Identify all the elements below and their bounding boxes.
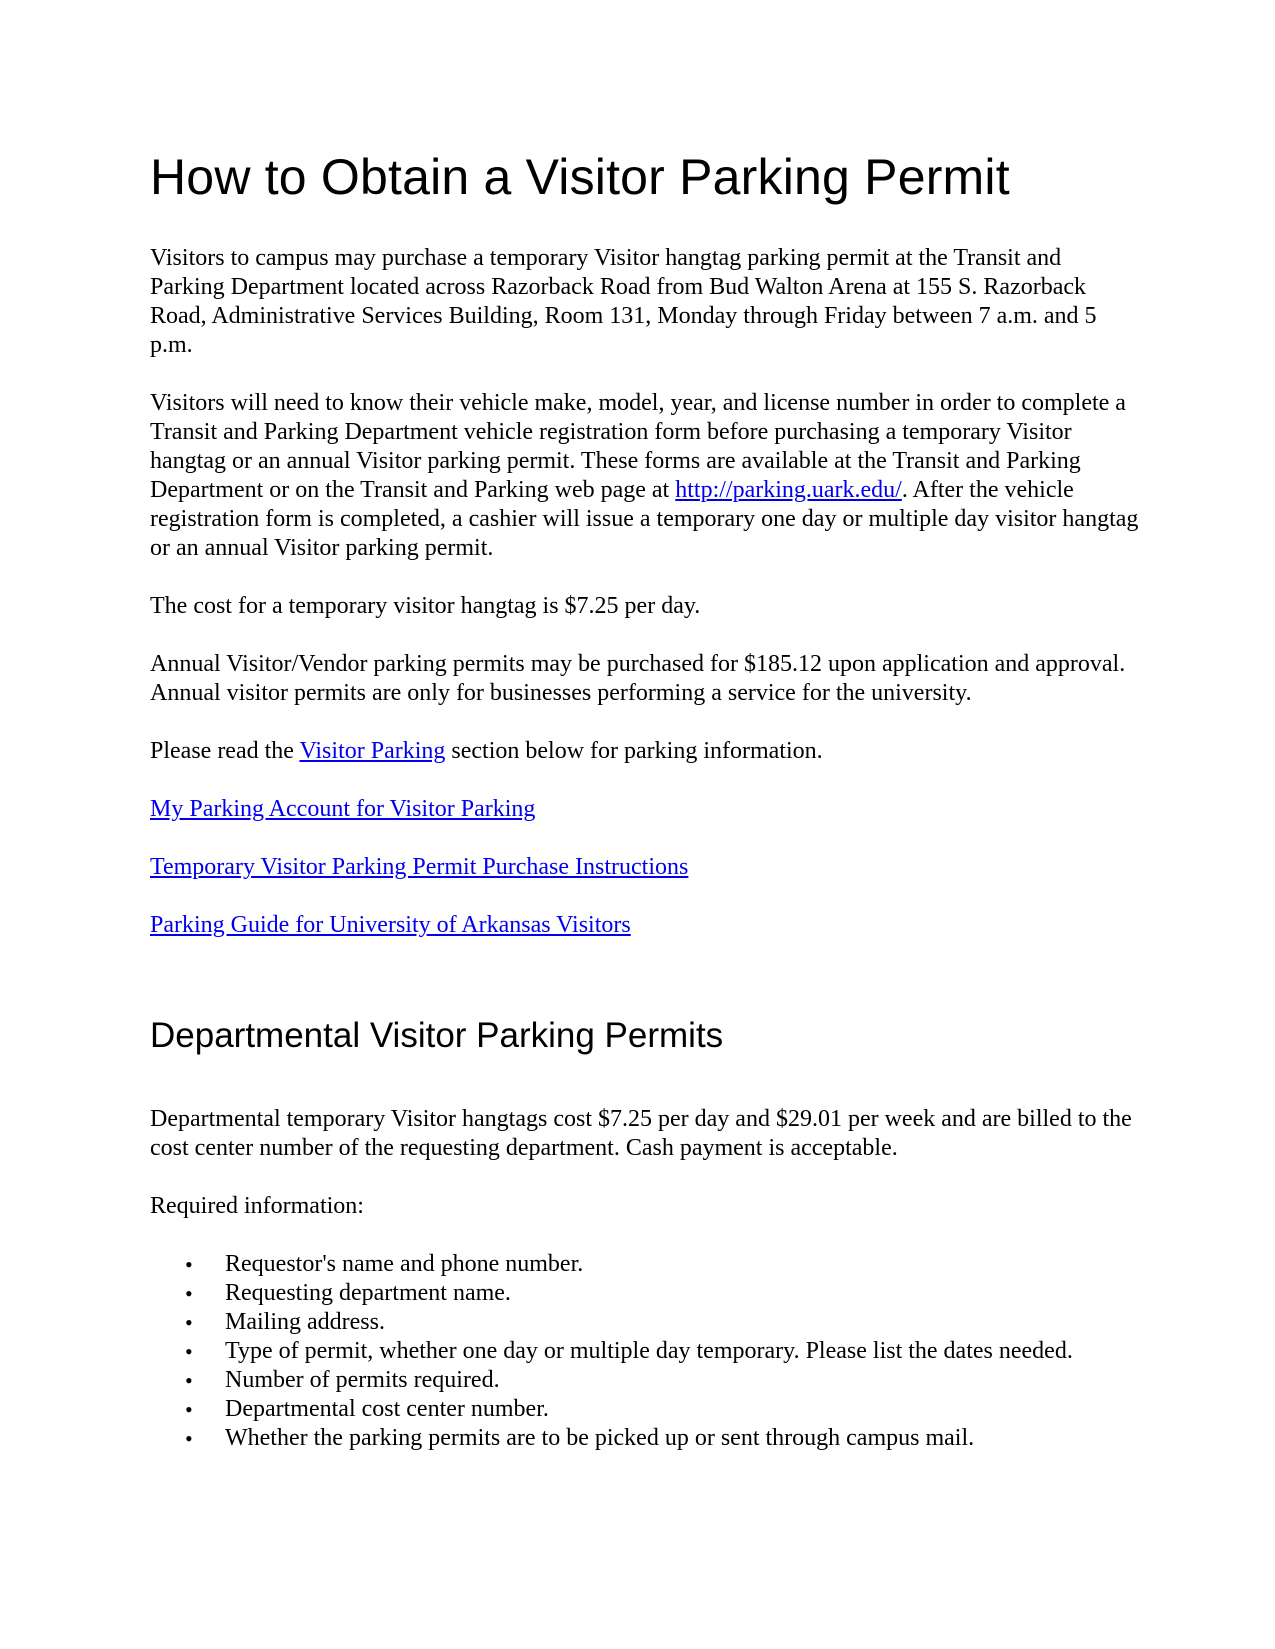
my-account-link-paragraph (150, 795, 1140, 824)
departmental-heading: Departmental Visitor Parking Permits (150, 1016, 724, 1055)
list-item (185, 1308, 1140, 1337)
bullet-icon: • (185, 1310, 193, 1335)
list-item-text: Whether the parking permits are to be picked up or sent through campus mail. (225, 1425, 975, 1451)
parking-guide-link-paragraph (150, 911, 1140, 940)
list-item-text: Type of permit, whether one day or multiple day temporary. Please list the dates needed. (225, 1338, 1073, 1364)
registration-text-before: Visitors will need to know their vehicle make, model, year, and license number in order to complete a Transit and Parking Department vehicle registration form before purchasing a temporary Visitor hangtag or an annual Visitor parking permit. These forms are available at the Transit and Parking Department or on the Transit and Parking web page at (150, 390, 1126, 503)
page-title: How to Obtain a Visitor Parking Permit (150, 149, 1010, 205)
section-spacer (150, 969, 1140, 1015)
visitor-parking-section-link[interactable]: Visitor Parking (299, 738, 446, 764)
bullet-icon: • (185, 1252, 193, 1277)
list-item-text: Requesting department name. (225, 1280, 511, 1306)
list-item (185, 1279, 1140, 1308)
read-section-text-before: Please read the (150, 738, 300, 764)
bullet-icon: • (185, 1426, 193, 1451)
departmental-cost-paragraph: Departmental temporary Visitor hangtags cost $7.25 per day and $29.01 per week and are billed to the cost center number of the requesting department. Cash payment is acceptable. (150, 1106, 1132, 1161)
intro-paragraph-cost: The cost for a temporary visitor hangtag is $7.25 per day. (150, 593, 701, 619)
list-item-text: Requestor's name and phone number. (225, 1251, 584, 1277)
intro-paragraph-registration (150, 389, 1140, 563)
intro-paragraph-location: Visitors to campus may purchase a temporary Visitor hangtag parking permit at the Transit and Parking Department located across Razorback Road from Bud Walton Arena at 155 S. Razorback Road, Administrative Services Building, Room 131, Monday through Friday between 7 a.m. and 5 p.m. (150, 245, 1097, 358)
my-parking-account-link[interactable]: My Parking Account for Visitor Parking (150, 796, 536, 822)
list-item (185, 1424, 1140, 1453)
bullet-icon: • (185, 1397, 193, 1422)
required-information-list (150, 1250, 1140, 1453)
registration-text-after: . After the vehicle registration form is completed, a cashier will issue a temporary one day or multiple day visitor hangtag or an annual Visitor parking permit. (150, 477, 1139, 561)
intro-paragraph-read-section (150, 737, 1140, 766)
list-item (185, 1337, 1140, 1366)
bullet-icon: • (185, 1281, 193, 1306)
intro-paragraph-annual: Annual Visitor/Vendor parking permits may be purchased for $185.12 upon application and approval. Annual visitor permits are only for businesses performing a service for the university. (150, 651, 1126, 706)
bullet-icon: • (185, 1339, 193, 1364)
list-item-text: Mailing address. (225, 1309, 385, 1335)
list-item-text: Number of permits required. (225, 1367, 500, 1393)
purchase-instructions-link[interactable]: Temporary Visitor Parking Permit Purchase Instructions (150, 854, 689, 880)
list-item (185, 1366, 1140, 1395)
required-information-label: Required information: (150, 1193, 364, 1219)
document-page (150, 148, 1140, 1453)
read-section-text-after: section below for parking information. (445, 738, 823, 764)
list-item (185, 1395, 1140, 1424)
list-item-text: Departmental cost center number. (225, 1396, 549, 1422)
purchase-instructions-link-paragraph (150, 853, 1140, 882)
parking-website-link[interactable]: http://parking.uark.edu/ (675, 477, 902, 503)
list-item (185, 1250, 1140, 1279)
bullet-icon: • (185, 1368, 193, 1393)
parking-guide-link[interactable]: Parking Guide for University of Arkansas Visitors (150, 912, 631, 938)
